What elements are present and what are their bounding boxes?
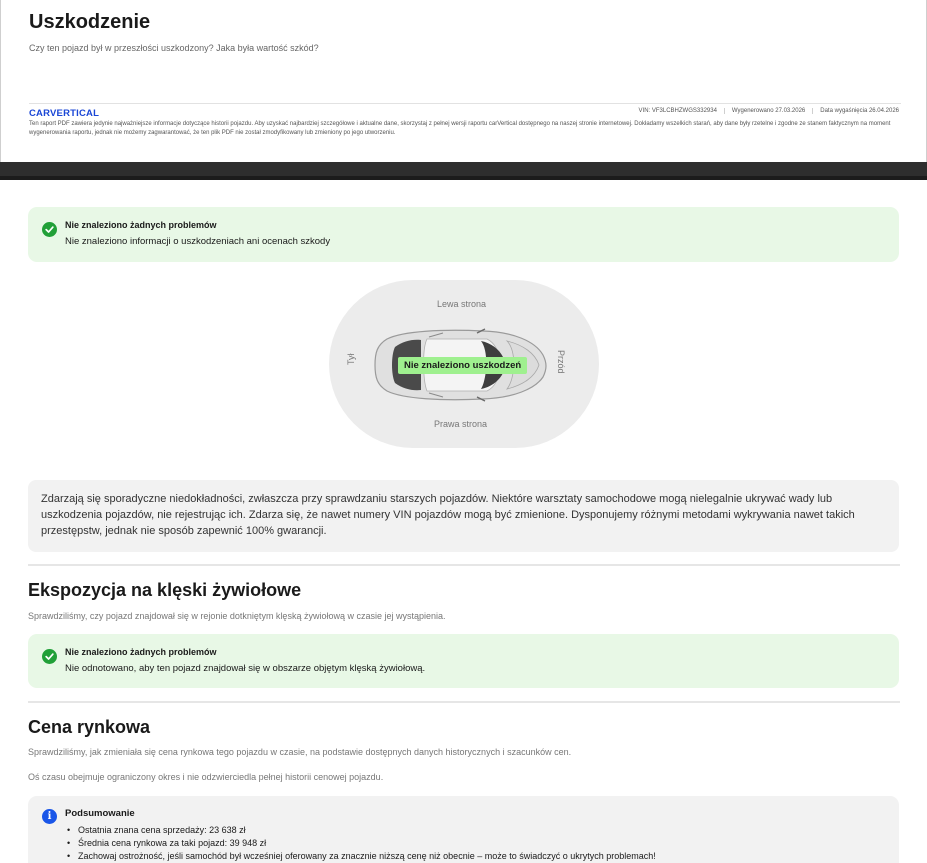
footer-disclaimer: Ten raport PDF zawiera jedynie najważniejsze informacje dotyczące historii pojazdu. Aby uzyskać najbardziej szczegółowe i aktualne dane, skorzystaj z pełnej wersji raportu carVertical dostępnego na naszej stronie internetowej. Dokładamy wszelkich starań, aby dane były rzetelne i zgodne ze stanem faktycznym na moment wygenerowania raportu, jednak nie możemy zagwarantować, że ten plik PDF nie został zmodyfikowany lub zmieniony po jego utworzeniu. bbox=[29, 121, 891, 136]
market-summary bbox=[28, 796, 899, 863]
page-subtitle: Czy ten pojazd był w przeszłości uszkodzony? Jaka była wartość szkód? bbox=[29, 43, 319, 53]
section-title-disaster: Ekspozycja na klęski żywiołowe bbox=[28, 580, 302, 600]
diagram-label-right: Prawa strona bbox=[434, 419, 488, 429]
section-description-disaster: Sprawdziliśmy, czy pojazd znajdował się w rejonie dotkniętym klęską żywiołową w czasie jej wystąpienia. bbox=[28, 611, 446, 621]
diagram-label-rear: Tył bbox=[346, 353, 356, 365]
diagram-label-left: Lewa strona bbox=[437, 299, 487, 309]
damage-status-alert bbox=[28, 207, 899, 262]
info-icon: i bbox=[42, 809, 57, 824]
footer-meta bbox=[632, 108, 899, 114]
summary-list bbox=[65, 824, 656, 863]
divider bbox=[29, 103, 901, 104]
alert-title: Nie znaleziono żadnych problemów bbox=[65, 647, 217, 657]
check-circle-icon bbox=[42, 649, 57, 664]
market-timeline-note: Oś czasu obejmuje ograniczony okres i nie odzwierciedla pełnej historii cenowej pojazdu. bbox=[28, 772, 384, 782]
alert-text: Nie odnotowano, aby ten pojazd znajdował się w obszarze objętym klęską żywiołową. bbox=[65, 663, 426, 674]
no-damage-badge: Nie znaleziono uszkodzeń bbox=[398, 357, 527, 374]
section-title-market: Cena rynkowa bbox=[28, 717, 151, 737]
alert-text: Nie znaleziono informacji o uszkodzeniach ani ocenach szkody bbox=[65, 236, 331, 247]
section-divider bbox=[28, 701, 900, 703]
footer-generated: Wygenerowano 27.03.2026 bbox=[725, 108, 813, 114]
section-description-market: Sprawdziliśmy, jak zmieniała się cena rynkowa tego pojazdu w czasie, na podstawie dostępnych danych historycznych i szacunków cen. bbox=[28, 747, 572, 757]
diagram-label-front: Przód bbox=[556, 350, 566, 374]
footer-expiry: Data wygaśnięcia 26.04.2026 bbox=[820, 108, 899, 114]
list-item: • Średnia cena rynkowa za taki pojazd: 39 948 zł bbox=[65, 837, 656, 850]
footer-vin: VIN: VF3LCBHZWGS332934 bbox=[632, 108, 725, 114]
report-page-top bbox=[0, 0, 927, 162]
section-divider bbox=[28, 564, 900, 566]
disaster-status-alert bbox=[28, 634, 899, 688]
report-page-main bbox=[0, 180, 927, 863]
accuracy-notice: Zdarzają się sporadyczne niedokładności, zwłaszcza przy sprawdzaniu starszych pojazdów. Niektóre warsztaty samochodowe mogą nielegalnie ukrywać wady lub uszkodzenia pojazdów, nie rejestrując ich. Zdarza się, że nawet numery VIN pojazdów mogą być zmienione. Dysponujemy różnymi metodami wykrywania nawet takich przestępstw, jednak nie sposób zapewnić 100% gwarancji. bbox=[28, 480, 899, 552]
list-item: • Ostatnia znana cena sprzedaży: 23 638 zł bbox=[65, 824, 656, 837]
page-title: Uszkodzenie bbox=[29, 11, 151, 33]
check-circle-icon bbox=[42, 222, 57, 237]
summary-title: Podsumowanie bbox=[65, 808, 135, 819]
carvertical-logo: CARVERTICAL bbox=[29, 108, 100, 119]
alert-title: Nie znaleziono żadnych problemów bbox=[65, 220, 217, 230]
list-item: • Zachowaj ostrożność, jeśli samochód był wcześniej oferowany za znacznie niższą cenę niż obecnie – może to świadczyć o ukrytych problemach! bbox=[65, 850, 656, 863]
